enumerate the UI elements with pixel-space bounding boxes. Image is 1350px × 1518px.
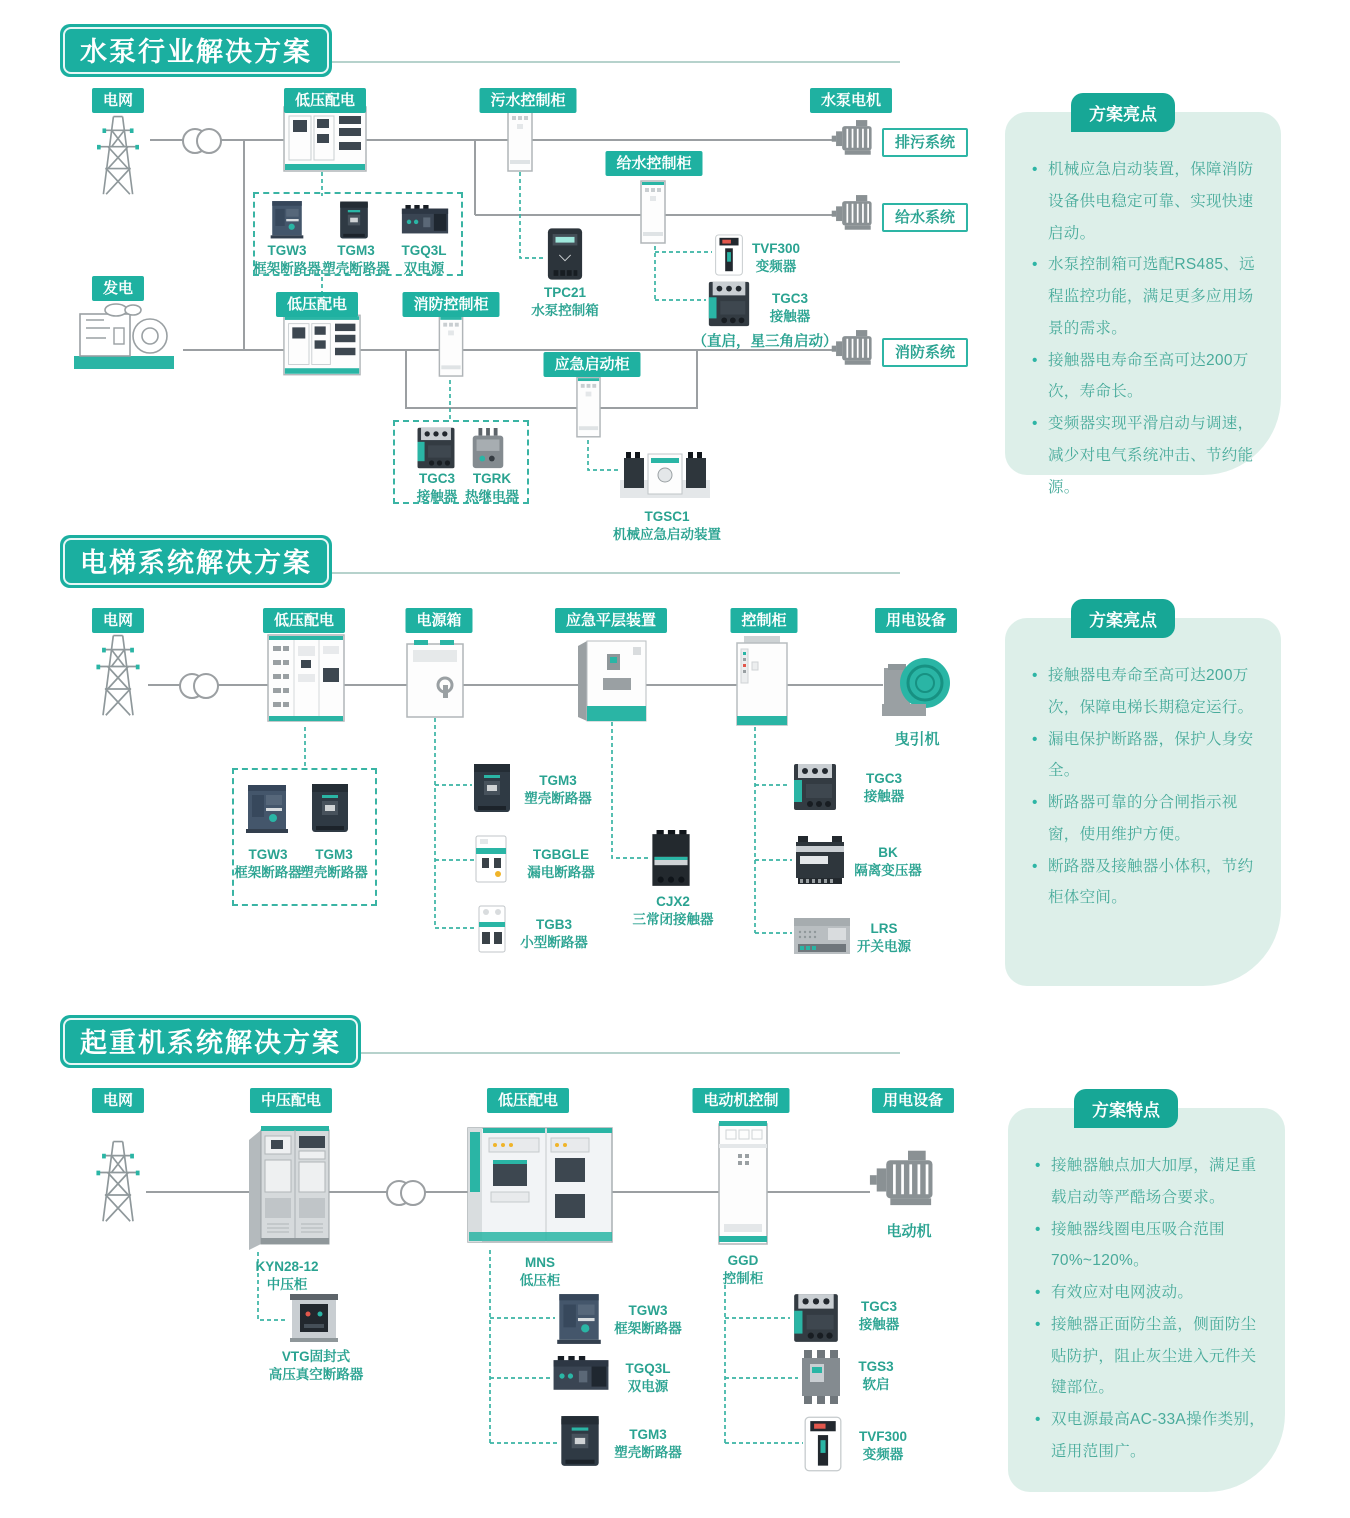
bullet: • 双电源最高AC-33A操作类别，适用范围广。 (1034, 1404, 1271, 1468)
bullet: • 接触器线圈电压吸合范围70%~120%。 (1034, 1214, 1271, 1278)
tgm3-breaker-icon (558, 1414, 602, 1468)
control-cabinet-icon (736, 636, 788, 726)
system-box-fire: 消防系统 (882, 338, 968, 367)
product-label-tgc3-start: TGC3 接触器 (769, 291, 811, 324)
node-label-lv: 低压配电 (263, 608, 345, 633)
water-cabinet-icon (640, 180, 666, 244)
traction-machine-icon (880, 640, 952, 726)
node-label-mv: 中压配电 (250, 1088, 332, 1113)
system-box-drain: 排污系统 (882, 128, 968, 157)
highlights-panel-elevator (1005, 611, 1281, 986)
product-label-tgm3: TGM3 塑壳断路器 (524, 773, 592, 806)
power-grid-tower-icon (88, 630, 148, 718)
tgb3-mcb-icon (476, 904, 508, 954)
product-label-tgq3l: TGQ3L 双电源 (401, 243, 447, 276)
product-label-tgc3-fire: TGC3 接触器 (416, 471, 458, 504)
motor-icon (830, 193, 882, 237)
node-label-lv2: 低压配电 (276, 292, 358, 317)
motor-icon (830, 118, 882, 162)
vtg-breaker-icon (288, 1292, 340, 1344)
highlights-panel-crane (1008, 1101, 1285, 1492)
tvf300-inverter-icon (803, 1416, 843, 1472)
node-label-emerg-cab: 应急启动柜 (543, 352, 640, 377)
tgc3-contactor-icon (790, 760, 840, 814)
node-label-grid: 电网 (92, 608, 144, 633)
tgq3l-ats-icon (398, 205, 452, 237)
bullet: • 接触器电寿命至高可达200万次，保障电梯长期稳定运行。 (1031, 660, 1267, 724)
product-label-tvf300: TVF300 变频器 (858, 1429, 908, 1462)
product-label-tgrk: TGRK 热继电器 (465, 471, 519, 504)
section-title-pump: 水泵行业解决方案 (60, 24, 332, 77)
tgw3-breaker-icon (267, 198, 307, 240)
product-label-kyn: KYN28-12 中压柜 (255, 1259, 319, 1292)
tpc21-control-box-icon (546, 226, 584, 282)
mns-cabinet-icon (467, 1124, 613, 1248)
sewage-cabinet-icon (507, 108, 533, 172)
product-label-bk: BK 隔离变压器 (854, 845, 922, 878)
lv-switchgear-icon (283, 106, 367, 172)
generator-icon (72, 298, 184, 376)
bullet-list (1008, 1108, 1285, 1468)
section-title-crane: 起重机系统解决方案 (60, 1015, 361, 1068)
node-label-lv1: 低压配电 (284, 88, 366, 113)
lv-switchgear-icon (283, 314, 361, 376)
node-label-motor-ctrl: 电动机控制 (692, 1088, 789, 1113)
start-mode-note: （直启，星三角启动） (692, 334, 838, 350)
bullet: • 有效应对电网波动。 (1034, 1277, 1271, 1309)
tgm3-breaker-icon (472, 762, 512, 814)
tgc3-contactor-icon (790, 1290, 842, 1346)
node-label-grid: 电网 (92, 1088, 144, 1113)
node-label-water-cab: 给水控制柜 (605, 151, 702, 176)
tgw3-breaker-icon (244, 780, 290, 836)
product-label-tgbgle: TGBGLE 漏电断路器 (527, 847, 595, 880)
node-label-sewage-cab: 污水控制柜 (479, 88, 576, 113)
motor-label: 电动机 (886, 1223, 932, 1240)
product-label-tgw3: TGW3 框架断路器 (234, 847, 302, 880)
transformer-icon (384, 1178, 428, 1208)
power-grid-tower-icon (88, 1130, 148, 1230)
product-label-vtg: VTG固封式 高压真空断路器 (268, 1349, 364, 1382)
product-label-cjx2: CJX2 三常闭接触器 (632, 894, 714, 927)
traction-machine-label: 曳引机 (894, 731, 940, 748)
product-label-tgc3: TGC3 接触器 (863, 771, 905, 804)
node-label-lv: 低压配电 (487, 1088, 569, 1113)
tvf300-inverter-icon (714, 234, 744, 276)
node-label-fire-cab: 消防控制柜 (402, 292, 499, 317)
transformer-icon (177, 671, 221, 701)
tgbgle-rcbo-icon (474, 834, 508, 884)
panel-header: 方案亮点 (1071, 93, 1175, 132)
node-label-load: 用电设备 (875, 608, 957, 633)
bullet: • 变频器实现平滑启动与调速，减少对电气系统冲击、节约能源。 (1031, 408, 1267, 503)
panel-header: 方案特点 (1074, 1089, 1178, 1128)
tgrk-thermal-relay-icon (470, 428, 506, 470)
product-label-tgm3: TGM3 塑壳断路器 (614, 1427, 682, 1460)
bullet: • 断路器及接触器小体积，节约柜体空间。 (1031, 851, 1267, 915)
node-label-power-box: 电源箱 (405, 608, 472, 633)
bullet: • 漏电保护断路器，保护人身安全。 (1031, 724, 1267, 788)
transformer-icon (180, 126, 224, 156)
node-label-leveling: 应急平层装置 (555, 608, 667, 633)
product-label-tgw3: TGW3 框架断路器 (614, 1303, 682, 1336)
bullet-list (1005, 618, 1281, 914)
system-box-supply: 给水系统 (882, 203, 968, 232)
tgc3-contactor-icon (704, 280, 754, 328)
product-label-tgw3: TGW3 框架断路器 (253, 243, 321, 276)
tgq3l-ats-icon (551, 1356, 611, 1394)
tgsc1-ats-icon (618, 450, 712, 504)
node-label-pump-motor: 水泵电机 (810, 88, 892, 113)
lrs-psu-icon (792, 914, 852, 958)
product-label-tgc3: TGC3 接触器 (858, 1299, 900, 1332)
motor-icon (866, 1148, 950, 1216)
product-label-tgs3: TGS3 软启 (858, 1359, 894, 1392)
section-title-elevator: 电梯系统解决方案 (60, 535, 332, 588)
tgm3-breaker-icon (337, 200, 371, 240)
bullet: • 接触器触点加大加厚，满足重载启动等严酷场合要求。 (1034, 1150, 1271, 1214)
tgs3-soft-starter-icon (798, 1350, 844, 1406)
power-grid-tower-icon (88, 112, 148, 196)
leveling-device-icon (577, 640, 647, 722)
ggd-cabinet-icon (718, 1120, 768, 1248)
product-label-tgq3l: TGQ3L 双电源 (625, 1361, 671, 1394)
bk-transformer-icon (792, 834, 848, 886)
product-label-lrs: LRS 开关电源 (857, 921, 911, 954)
bullet: • 断路器可靠的分合闸指示视窗，使用维护方便。 (1031, 787, 1267, 851)
product-label-mns: MNS 低压柜 (519, 1255, 561, 1288)
product-label-tvf300: TVF300 变频器 (751, 241, 801, 274)
node-label-control-cab: 控制柜 (730, 608, 797, 633)
highlights-panel-pump (1005, 105, 1281, 496)
node-label-grid: 电网 (92, 88, 144, 113)
tgm3-breaker-icon (310, 782, 350, 834)
product-label-tgsc1: TGSC1 机械应急启动装置 (613, 509, 721, 542)
power-box-icon (406, 640, 464, 718)
panel-header: 方案亮点 (1071, 599, 1175, 638)
bullet: • 水泵控制箱可选配RS485、远程监控功能，满足更多应用场景的需求。 (1031, 249, 1267, 344)
bullet: • 机械应急启动装置，保障消防设备供电稳定可靠、实现快速启动。 (1031, 154, 1267, 249)
tgc3-contactor-icon (412, 426, 460, 470)
emergency-cabinet-icon (576, 376, 601, 438)
product-label-tgm3: TGM3 塑壳断路器 (322, 243, 390, 276)
bullet: • 接触器电寿命至高可达200万次，寿命长。 (1031, 345, 1267, 409)
bullet-list (1005, 112, 1281, 503)
product-label-tpc21: TPC21 水泵控制箱 (531, 285, 599, 318)
fire-cabinet-icon (438, 315, 464, 377)
product-label-ggd: GGD 控制柜 (722, 1253, 764, 1286)
node-label-load: 用电设备 (872, 1088, 954, 1113)
node-label-generator: 发电 (92, 276, 144, 301)
product-label-tgm3: TGM3 塑壳断路器 (300, 847, 368, 880)
motor-icon (830, 328, 882, 372)
tgw3-breaker-icon (555, 1290, 603, 1346)
kyn-cabinet-icon (245, 1124, 331, 1252)
cjx2-contactor-icon (648, 830, 694, 890)
lv-switchgear-icon (267, 634, 345, 726)
product-label-tgb3: TGB3 小型断路器 (520, 917, 588, 950)
bullet: • 接触器正面防尘盖，侧面防尘贴防护，阻止灰尘进入元件关键部位。 (1034, 1309, 1271, 1404)
